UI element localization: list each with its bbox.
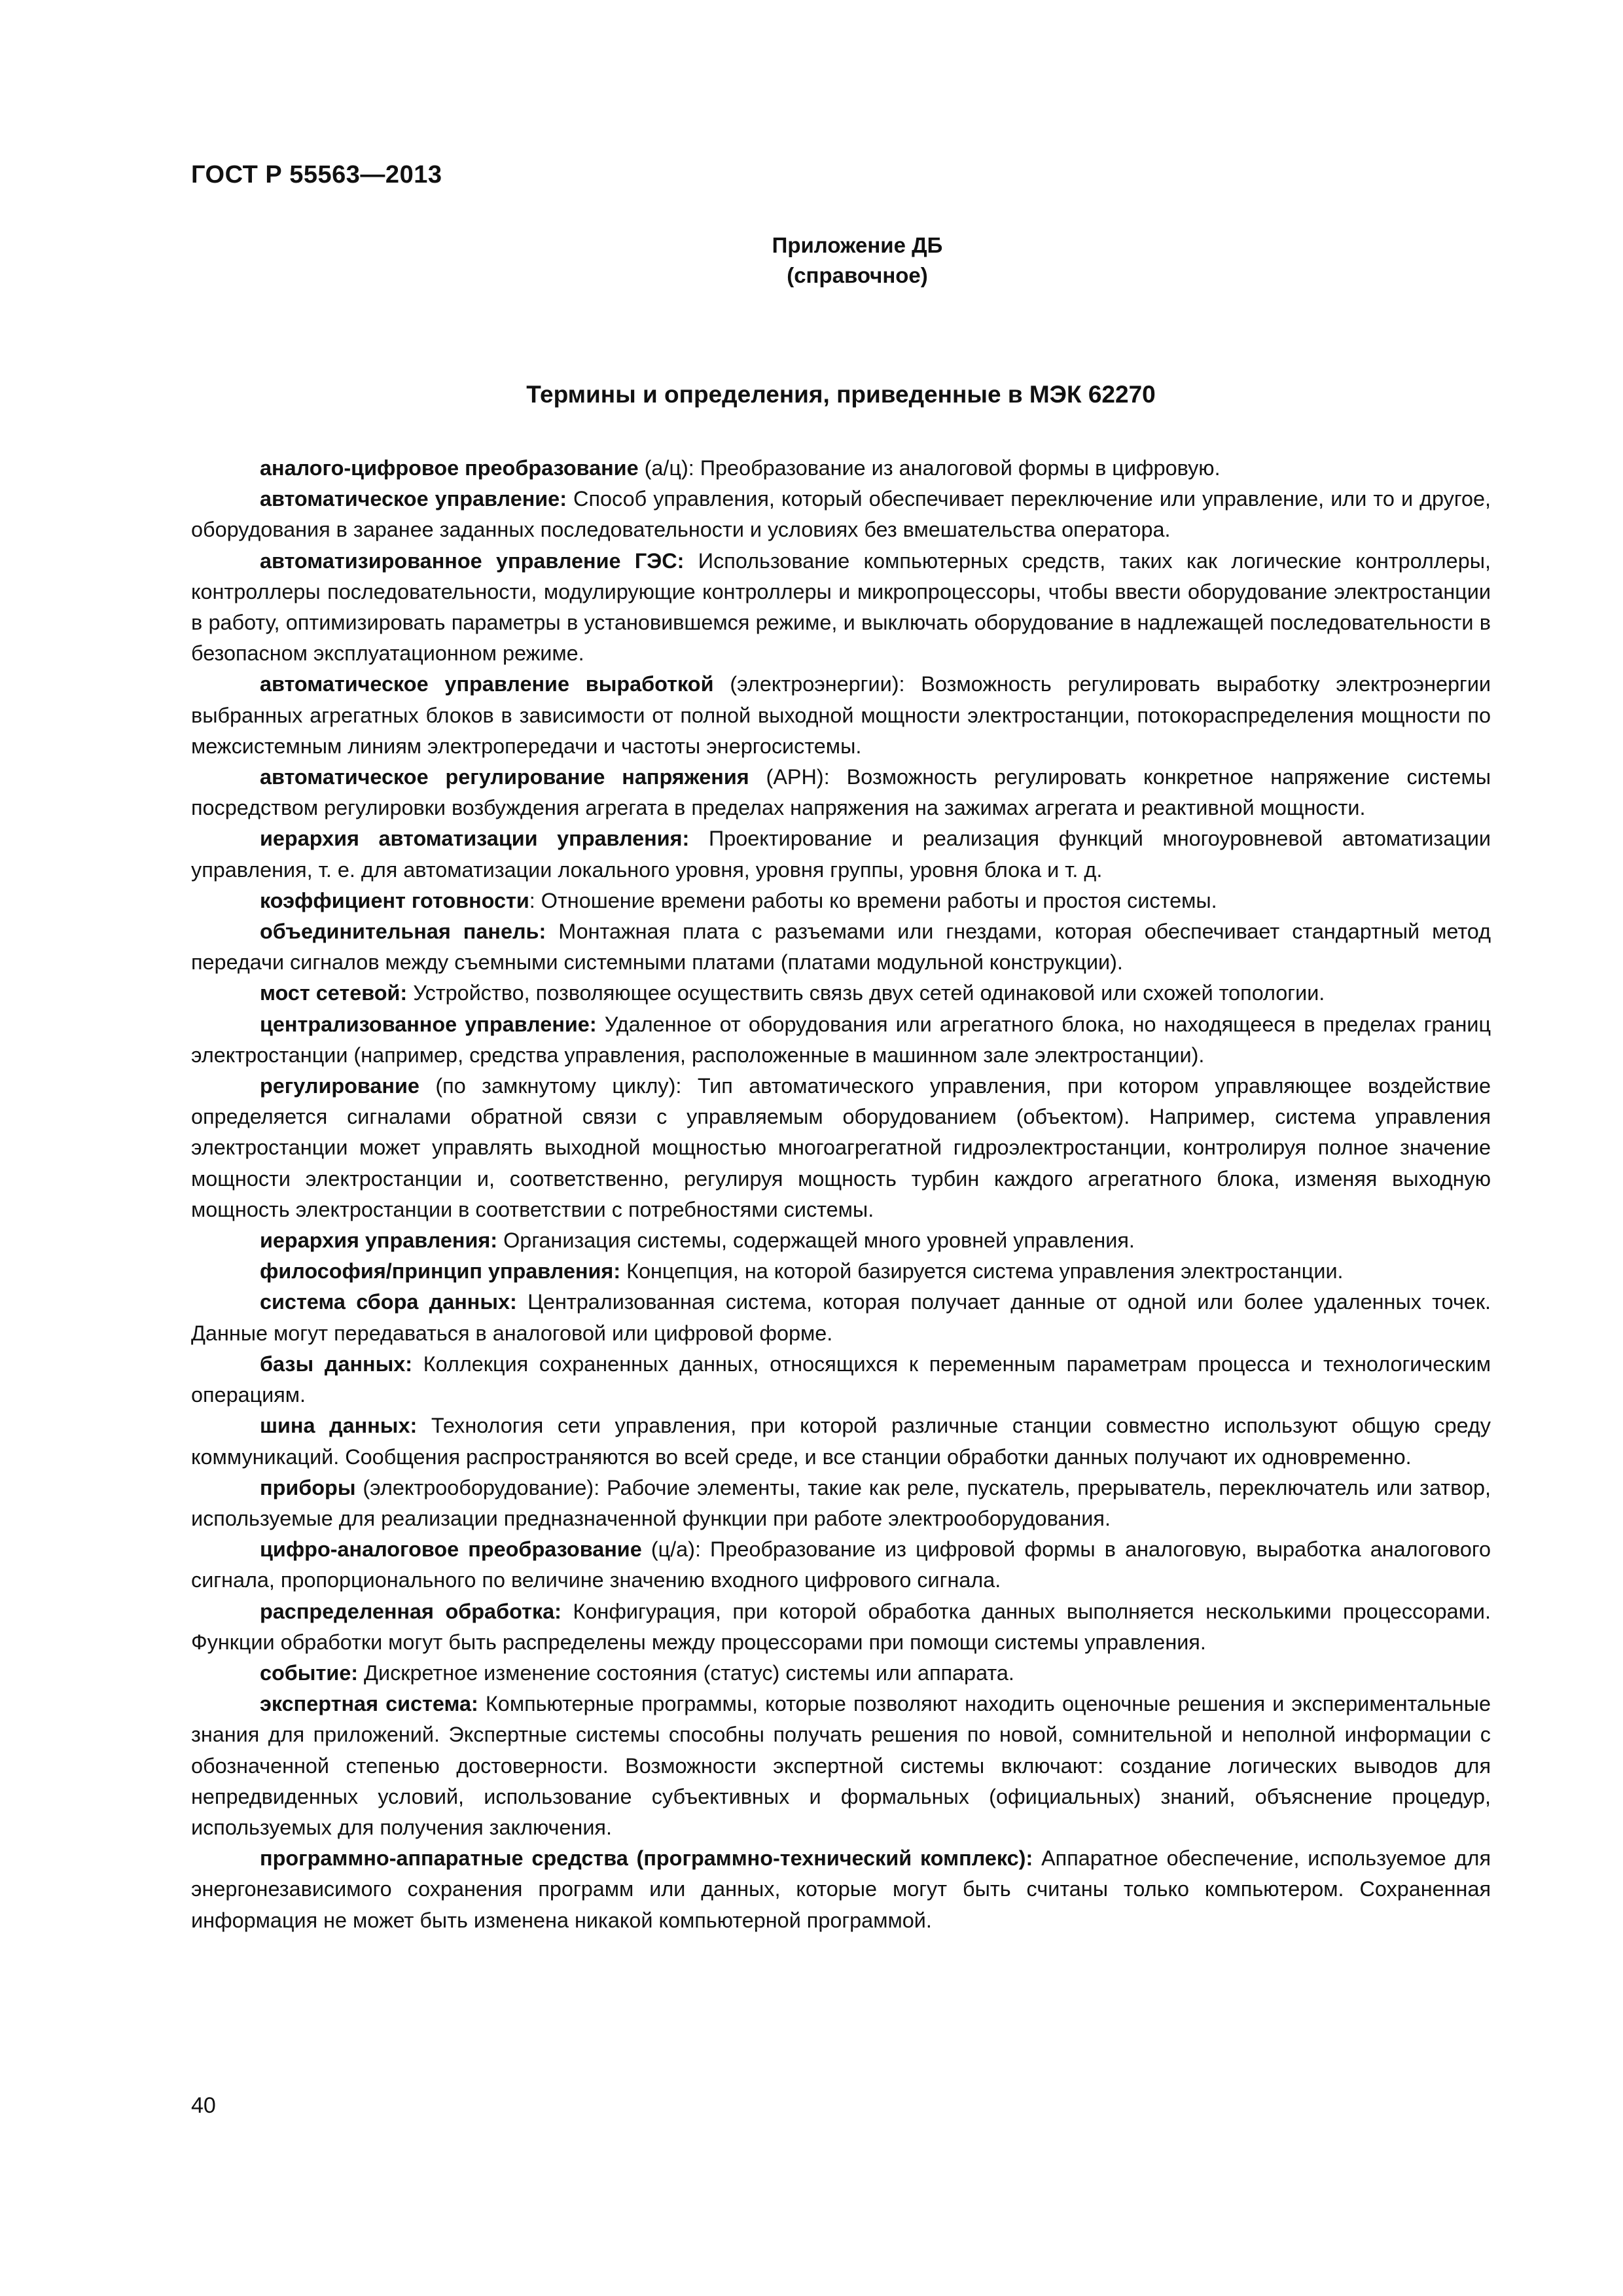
- term-name: объединительная панель:: [260, 920, 546, 944]
- term-entry: [191, 1009, 1491, 1071]
- term-name: централизованное управление:: [260, 1012, 597, 1036]
- term-entry: [191, 1689, 1491, 1843]
- term-definition: Устройство, позволяющее осуществить связь двух сетей одинаковой или схожей топологии.: [407, 981, 1325, 1005]
- term-entry: [191, 886, 1491, 916]
- term-name: иерархия автоматизации управления:: [260, 827, 690, 851]
- term-entry: [191, 1534, 1491, 1596]
- term-entry: [191, 1225, 1491, 1256]
- term-name: иерархия управления:: [260, 1229, 498, 1253]
- term-name: распределенная обработка:: [260, 1599, 562, 1623]
- term-name: автоматическое управление:: [260, 487, 567, 511]
- term-entry: [191, 546, 1491, 670]
- term-definition: (ц/а): Преобразование из цифровой формы в аналоговую, выработка аналогового сигнала, пропорционального по величине значению входного цифрового сигнала.: [191, 1537, 1491, 1592]
- term-name: событие:: [260, 1660, 359, 1685]
- term-definition: Способ управления, который обеспечивает переключение или управление, или то и другое, оборудования в заранее заданных последовательности и условиях без вмешательства оператора.: [191, 487, 1491, 542]
- term-definition: Организация системы, содержащей много уровней управления.: [497, 1229, 1135, 1253]
- term-entry: [191, 916, 1491, 978]
- term-entry: [191, 978, 1491, 1009]
- term-name: система сбора данных:: [260, 1290, 517, 1314]
- term-definition: Концепция, на которой базируется система управления электростанции.: [620, 1259, 1344, 1283]
- term-entry: [191, 1473, 1491, 1534]
- term-name: шина данных:: [260, 1414, 418, 1438]
- document-id: ГОСТ Р 55563—2013: [191, 161, 442, 188]
- term-definition: (АРН): Возможность регулировать конкретное напряжение системы посредством регулировки возбуждения агрегата в пределах напряжения на зажимах агрегата и реактивной мощности.: [191, 765, 1491, 820]
- term-name: базы данных:: [260, 1352, 413, 1376]
- term-definition: Использование компьютерных средств, таких как логические контроллеры, контроллеры последовательности, модулирующие контроллеры и микропроцессоры, чтобы ввести оборудование электростанции в работу, оптимизировать параметры в установившемся режиме, и выключать оборудование в надлежащей последовательности в безопасном эксплуатационном режиме.: [191, 548, 1491, 666]
- term-name: программно-аппаратные средства (программно-технический комплекс):: [260, 1846, 1033, 1871]
- term-entry: [191, 1071, 1491, 1225]
- term-definition: Аппаратное обеспечение, используемое для энергонезависимого сохранения программ или данных, которые могут быть считаны только компьютером. Сохраненная информация не может быть изменена никакой компьютерной программой.: [191, 1846, 1491, 1932]
- term-entry: [191, 1349, 1491, 1410]
- term-name: философия/принцип управления:: [260, 1259, 621, 1283]
- page-number: 40: [191, 2093, 216, 2118]
- term-name: экспертная система:: [260, 1692, 478, 1716]
- term-definition: : Отношение времени работы ко времени работы и простоя системы.: [529, 888, 1217, 912]
- term-definition: (электрооборудование): Рабочие элементы, такие как реле, пускатель, прерыватель, переключатель или затвор, используемые для реализации предназначенной функции при работе электрооборудования.: [191, 1475, 1491, 1530]
- appendix-heading: [707, 230, 1008, 291]
- term-entry: [191, 669, 1491, 762]
- term-entry: [191, 1596, 1491, 1658]
- term-name: автоматическое управление выработкой: [260, 672, 714, 696]
- terms-list: [191, 453, 1491, 1936]
- section-title: Термины и определения, приведенные в МЭК 62270: [526, 381, 1156, 408]
- term-definition: Конфигурация, при которой обработка данных выполняется несколькими процессорами. Функции обработки могут быть распределены между процессорами при помощи системы управления.: [191, 1599, 1491, 1654]
- term-entry: [191, 1256, 1491, 1287]
- term-definition: (электроэнергии): Возможность регулировать выработку электроэнергии выбранных агрегатных блоков в зависимости от полной выходной мощности электростанции, потокораспределения мощности по межсистемным линиям электропередачи и частоты энергосистемы.: [191, 672, 1491, 758]
- term-entry: [191, 1843, 1491, 1936]
- term-name: автоматическое регулирование напряжения: [260, 765, 749, 789]
- term-name: регулирование: [260, 1074, 419, 1098]
- term-definition: Проектирование и реализация функций многоуровневой автоматизации управления, т. е. для автоматизации локального уровня, уровня группы, уровня блока и т. д.: [191, 827, 1491, 882]
- term-name: мост сетевой:: [260, 981, 408, 1005]
- term-definition: Монтажная плата с разъемами или гнездами, которая обеспечивает стандартный метод передачи сигналов между съемными системными платами (платами модульной конструкции).: [191, 920, 1491, 975]
- term-definition: Дискретное изменение состояния (статус) системы или аппарата.: [358, 1660, 1014, 1685]
- term-entry: [191, 1658, 1491, 1689]
- term-name: приборы: [260, 1475, 356, 1499]
- term-definition: (а/ц): Преобразование из аналоговой формы в цифровую.: [638, 456, 1221, 480]
- term-name: автоматизированное управление ГЭС:: [260, 548, 685, 573]
- term-definition: (по замкнутому циклу): Тип автоматического управления, при котором управляющее воздействие определяется сигналами обратной связи с управляемым оборудованием (объектом). Например, система управления электростанции может управлять выходной мощностью многоагрегатной гидроэлектростанции, контролируя полное значение мощности электростанции и, соответственно, регулируя мощность турбин каждого агрегатного блока, изменяя выходную мощность электростанции в соответствии с потребностями системы.: [191, 1074, 1491, 1221]
- term-entry: [191, 1287, 1491, 1348]
- term-definition: Централизованная система, которая получает данные от одной или более удаленных точек. Данные могут передаваться в аналоговой или цифровой форме.: [191, 1290, 1491, 1345]
- term-entry: [191, 762, 1491, 823]
- term-definition: Коллекция сохраненных данных, относящихся к переменным параметрам процесса и технологическим операциям.: [191, 1352, 1491, 1407]
- term-definition: Компьютерные программы, которые позволяют находить оценочные решения и экспериментальные знания для приложений. Экспертные системы способны получать решения по новой, сомнительной и неполной информации с обозначенной степенью достоверности. Возможности экспертной системы включают: создание логических выводов для непредвиденных условий, использование субъективных и формальных (официальных) знаний, объяснение процедур, используемых для получения заключения.: [191, 1692, 1491, 1839]
- term-entry: [191, 484, 1491, 545]
- appendix-subtitle: (справочное): [787, 263, 928, 287]
- term-entry: [191, 453, 1491, 484]
- term-name: аналого-цифровое преобразование: [260, 456, 639, 480]
- term-entry: [191, 823, 1491, 885]
- term-name: цифро-аналоговое преобразование: [260, 1537, 642, 1562]
- appendix-title: Приложение ДБ: [772, 233, 943, 257]
- term-definition: Технология сети управления, при которой различные станции совместно используют общую среду коммуникаций. Сообщения распространяются во всей среде, и все станции обработки данных получают их одновременно.: [191, 1414, 1491, 1469]
- term-entry: [191, 1410, 1491, 1472]
- term-name: коэффициент готовности: [260, 888, 529, 912]
- term-definition: Удаленное от оборудования или агрегатного блока, но находящееся в пределах границ электростанции (например, средства управления, расположенные в машинном зале электростанции).: [191, 1012, 1491, 1067]
